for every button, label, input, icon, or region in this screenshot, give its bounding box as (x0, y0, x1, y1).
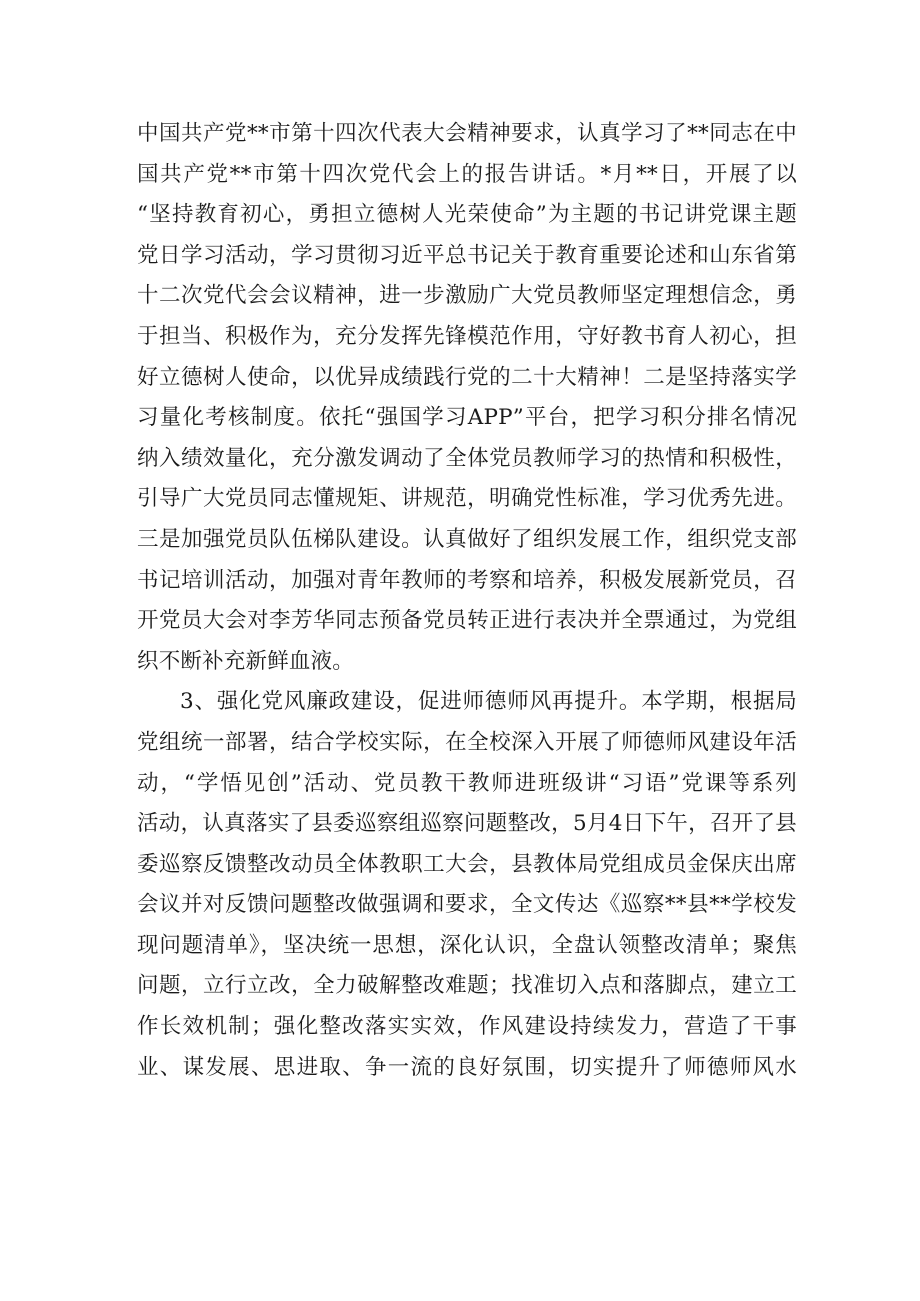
text-line: 三是加强党员队伍梯队建设。认真做好了组织发展工作，组织党支部 (137, 526, 797, 552)
text-line: 3、强化党风廉政建设，促进师德师风再提升。本学期，根据局 (180, 689, 797, 715)
paragraph-1 (137, 114, 797, 682)
text-line: 十二次党代会会议精神，进一步激励广大党员教师坚定理想信念，勇 (137, 283, 797, 309)
text-line: 委巡察反馈整改动员全体教职工大会，县教体局党组成员金保庆出席 (137, 851, 797, 877)
text-line: 业、谋发展、思进取、争一流的良好氛围，切实提升了师德师风水 (137, 1054, 797, 1080)
text-line: 党组统一部署，结合学校实际，在全校深入开展了师德师风建设年活 (137, 729, 797, 755)
text-line: 织不断补充新鲜血液。 (137, 648, 355, 674)
text-line: 于担当、积极作为，充分发挥先锋模范作用，守好教书育人初心，担 (137, 323, 797, 349)
text-line: 习量化考核制度。依托“强国学习APP”平台，把学习积分排名情况 (137, 405, 797, 431)
text-line: 引导广大党员同志懂规矩、讲规范，明确党性标准，学习优秀先进。 (137, 486, 797, 512)
text-line: 作长效机制；强化整改落实实效，作风建设持续发力，营造了干事 (137, 1014, 797, 1040)
text-line: 开党员大会对李芳华同志预备党员转正进行表决并全票通过，为党组 (137, 608, 797, 634)
text-line: 活动，认真落实了县委巡察组巡察问题整改，5月4日下午，召开了县 (137, 811, 797, 837)
text-line: “坚持教育初心，勇担立德树人光荣使命”为主题的书记讲党课主题 (137, 202, 797, 228)
text-line: 纳入绩效量化，充分激发调动了全体党员教师学习的热情和积极性， (137, 445, 797, 471)
text-line: 现问题清单》，坚决统一思想，深化认识，全盘认领整改清单；聚焦 (137, 932, 797, 958)
text-line: 问题，立行立改，全力破解整改难题；找准切入点和落脚点，建立工 (137, 973, 797, 999)
text-line: 好立德树人使命，以优异成绩践行党的二十大精神！二是坚持落实学 (137, 364, 797, 390)
text-line: 党日学习活动，学习贯彻习近平总书记关于教育重要论述和山东省第 (137, 242, 797, 268)
text-line: 书记培训活动，加强对青年教师的考察和培养，积极发展新党员，召 (137, 567, 797, 593)
text-line: 中国共产党**市第十四次代表大会精神要求，认真学习了**同志在中 (137, 121, 797, 146)
paragraph-2 (137, 682, 797, 1088)
document-body (137, 114, 797, 1088)
text-line: 动，“学悟见创”活动、党员教干教师进班级讲“习语”党课等系列 (137, 770, 797, 796)
text-line: 会议并对反馈问题整改做强调和要求，全文传达《巡察**县**学校发 (137, 892, 797, 918)
text-line: 国共产党**市第十四次党代会上的报告讲话。*月**日，开展了以 (137, 161, 797, 187)
